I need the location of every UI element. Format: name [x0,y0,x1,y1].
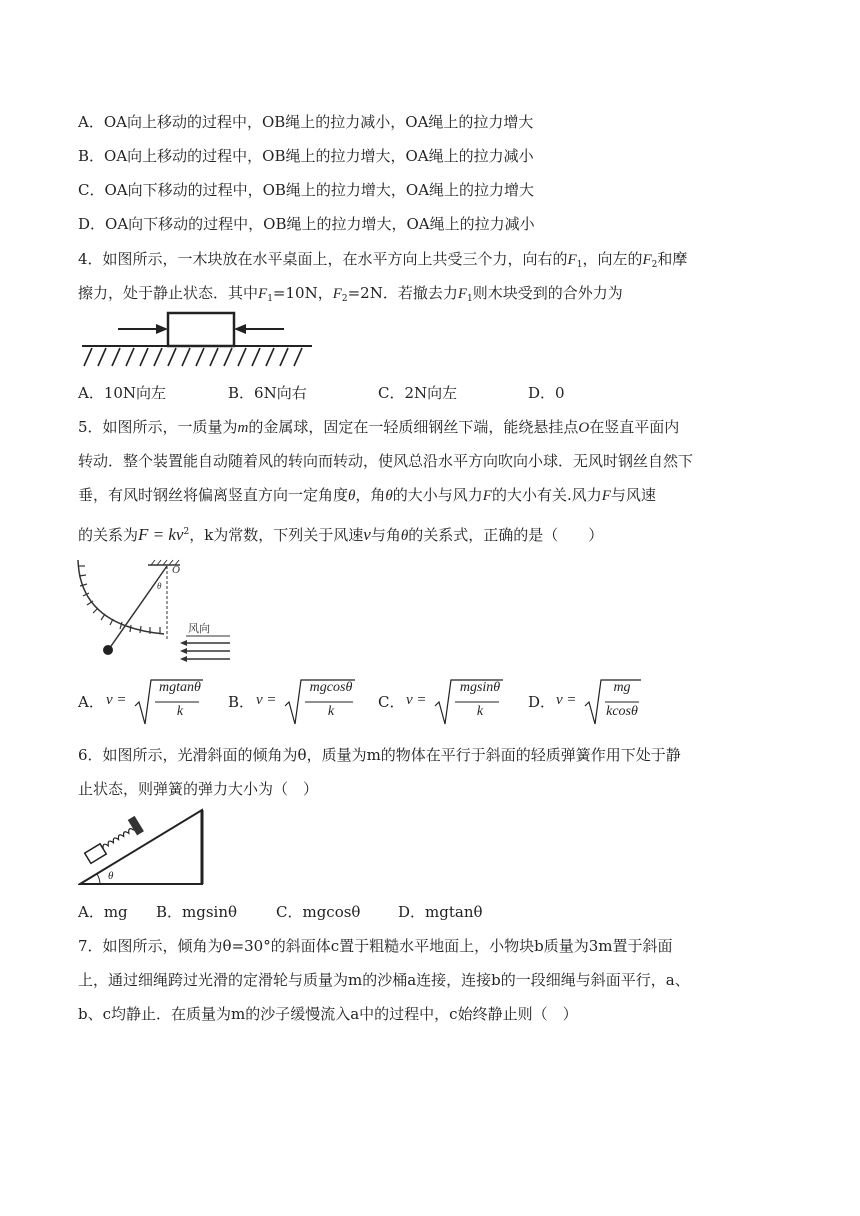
q5-option-c-den: k [476,704,484,719]
q6-fig-theta: θ [108,870,114,882]
q5-option-a-label: A． [78,693,104,711]
q5-option-b-num: mgcosθ [309,680,353,695]
q7-stem-line-1: 7．如图所示，倾角为θ=30°的斜面体c置于粗糙水平地面上，小物块b质量为3m置于斜面 [78,937,673,955]
q5-fig-wind-label: 风向 [188,622,210,635]
q3-option-b: B．OA向上移动的过程中，OB绳上的拉力增大，OA绳上的拉力减小 [78,147,534,165]
q6-option-d: D．mgtanθ [398,903,483,921]
q5-pendulum-figure [76,556,246,666]
q5-option-c-v: v = [406,692,427,708]
q5-option-b-label: B． [228,693,255,711]
q4-option-c: C．2N向左 [378,384,458,402]
q7-stem-line-3: b、c均静止．在质量为m的沙子缓慢流入a中的过程中，c始终静止则（ ） [78,1005,578,1023]
q6-option-b: B．mgsinθ [156,903,238,921]
q6-incline-figure [78,808,210,888]
q5-fig-theta: θ [157,581,162,591]
q5-stem-line-2: 转动．整个装置能自动随着风的转向而转动，使风总沿水平方向吹向小球．无风时钢丝自然下 [78,452,694,470]
q4-stem-line-1: 4．如图所示，一木块放在水平桌面上，在水平方向上共受三个力，向右的$F_1$，向左的$F_2$和摩 [78,250,688,270]
q5-option-d-num: mg [613,680,631,695]
q6-stem-line-1: 6．如图所示，光滑斜面的倾角为θ，质量为m的物体在平行于斜面的轻质弹簧作用下处于静 [78,746,681,764]
q5-fig-O: O [172,564,180,576]
q4-stem-line-2: 擦力，处于静止状态．其中$F_1=10N$，$F_2=2N$．若撤去力$F_1$则木块受到的合外力为 [78,284,623,304]
q4-block-figure [82,310,314,372]
q4-option-b: B．6N向右 [228,384,307,402]
q4-option-d: D．0 [528,384,565,402]
q5-stem-line-3: 垂，有风时钢丝将偏离竖直方向一定角度θ，角θ的大小与风力F的大小有关.风力F与风速 [78,486,656,504]
q5-option-d-label: D． [528,693,556,711]
q6-option-c: C．mgcosθ [276,903,361,921]
q5-option-a-v: v = [106,692,127,708]
q5-option-c-label: C． [378,693,405,711]
q5-option-b-v: v = [256,692,277,708]
q6-stem-line-2: 止状态，则弹簧的弹力大小为（ ） [78,780,319,798]
q3-option-a: A．OA向上移动的过程中，OB绳上的拉力减小，OA绳上的拉力增大 [78,113,534,131]
q5-stem-line-4: 的关系为$F = kv^2$，k为常数，下列关于风速v与角θ的关系式，正确的是（ ） [78,525,604,544]
q5-option-b-den: k [327,704,335,719]
q5-option-a-num: mgtanθ [159,680,201,695]
q3-option-d: D．OA向下移动的过程中，OB绳上的拉力增大，OA绳上的拉力减小 [78,215,535,233]
q5-stem-line-1: 5．如图所示，一质量为m的金属球，固定在一轻质细钢丝下端，能绕悬挂点O在竖直平面内 [78,418,680,436]
q4-option-a: A．10N向左 [78,384,167,402]
q6-option-a: A．mg [78,903,128,921]
q5-option-a-den: k [176,704,184,719]
q3-option-c: C．OA向下移动的过程中，OB绳上的拉力增大，OA绳上的拉力增大 [78,181,535,199]
q7-stem-line-2: 上，通过细绳跨过光滑的定滑轮与质量为m的沙桶a连接，连接b的一段细绳与斜面平行，a、 [78,971,690,989]
q5-option-d-den: kcosθ [606,704,638,719]
q5-option-c-num: mgsinθ [459,680,501,695]
q5-option-d-v: v = [556,692,577,708]
